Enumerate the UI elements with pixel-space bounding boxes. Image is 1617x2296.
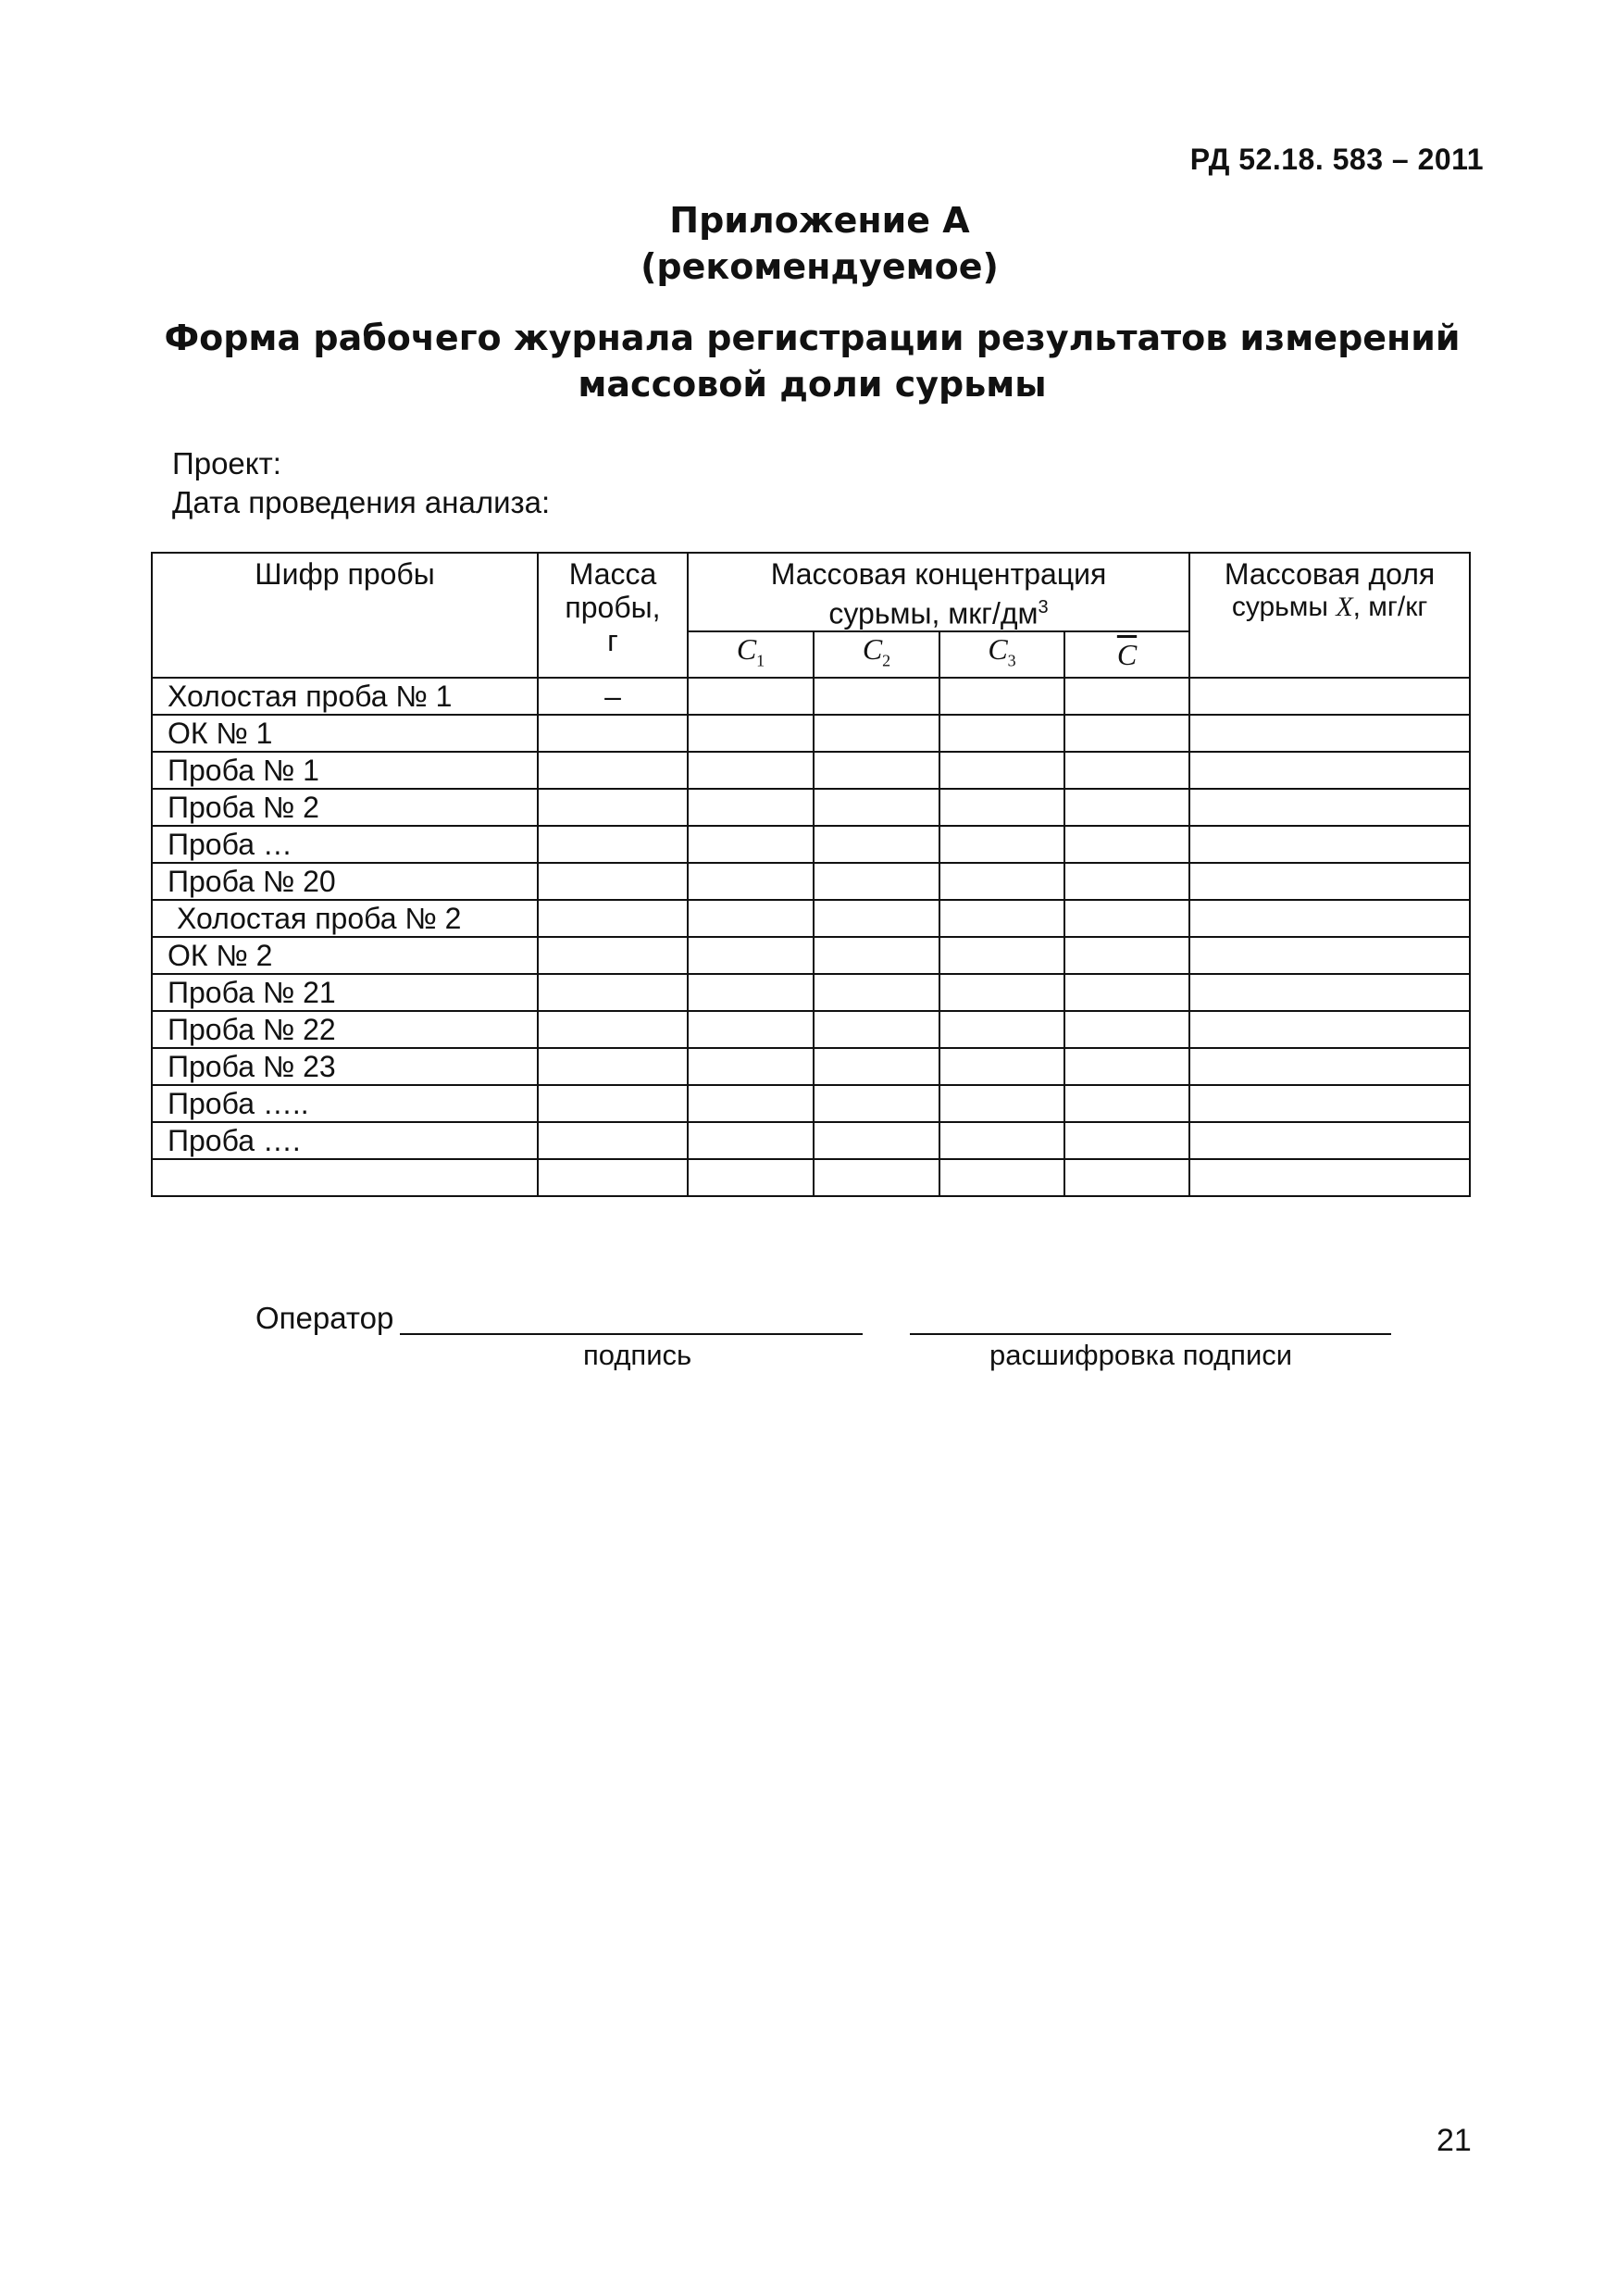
header-mass-concentration bbox=[688, 553, 1189, 631]
c1-symbol: C bbox=[736, 631, 757, 666]
c3-cell bbox=[939, 678, 1064, 715]
form-meta bbox=[172, 444, 550, 522]
header-concentration-unit: сурьмы, мкг/дм bbox=[828, 596, 1039, 630]
page-number: 21 bbox=[1437, 2123, 1472, 2158]
sample-mass-cell bbox=[538, 826, 688, 863]
mass-fraction-cell bbox=[1189, 900, 1470, 937]
c1-cell bbox=[688, 826, 814, 863]
c-mean-cell bbox=[1064, 1085, 1189, 1122]
c-mean-cell bbox=[1064, 752, 1189, 789]
c2-symbol: C bbox=[862, 631, 883, 666]
table-row bbox=[152, 826, 1470, 863]
c3-cell bbox=[939, 863, 1064, 900]
header-fraction-line-1: Массовая доля bbox=[1224, 557, 1436, 591]
sample-mass-cell bbox=[538, 1011, 688, 1048]
c1-cell bbox=[688, 1159, 814, 1196]
header-concentration-unit-power: 3 bbox=[1038, 597, 1049, 618]
c2-cell bbox=[814, 900, 939, 937]
mass-fraction-cell bbox=[1189, 1048, 1470, 1085]
c2-cell bbox=[814, 715, 939, 752]
c-mean-cell bbox=[1064, 1048, 1189, 1085]
header-c3 bbox=[939, 631, 1064, 678]
mass-fraction-cell bbox=[1189, 715, 1470, 752]
c3-cell bbox=[939, 900, 1064, 937]
header-mass-line-1: Масса bbox=[568, 557, 657, 591]
table-row bbox=[152, 789, 1470, 826]
signature-caption: подпись bbox=[583, 1339, 692, 1371]
c3-cell bbox=[939, 1011, 1064, 1048]
sample-mass-cell bbox=[538, 900, 688, 937]
sample-cipher-cell: Проба № 2 bbox=[152, 789, 538, 826]
c1-cell bbox=[688, 1122, 814, 1159]
c3-cell bbox=[939, 715, 1064, 752]
header-fraction-line-2 bbox=[1190, 591, 1469, 624]
c1-cell bbox=[688, 1048, 814, 1085]
table-row bbox=[152, 974, 1470, 1011]
c1-cell bbox=[688, 900, 814, 937]
sample-cipher-cell: Проба № 22 bbox=[152, 1011, 538, 1048]
mass-fraction-cell bbox=[1189, 863, 1470, 900]
c1-cell bbox=[688, 1011, 814, 1048]
sample-mass-cell bbox=[538, 863, 688, 900]
sample-mass-cell bbox=[538, 974, 688, 1011]
c2-cell bbox=[814, 937, 939, 974]
c2-cell bbox=[814, 1011, 939, 1048]
c-mean-cell bbox=[1064, 900, 1189, 937]
c-mean-cell bbox=[1064, 937, 1189, 974]
c3-cell bbox=[939, 826, 1064, 863]
mass-fraction-cell bbox=[1189, 1122, 1470, 1159]
mass-fraction-cell bbox=[1189, 678, 1470, 715]
c1-index: 1 bbox=[756, 651, 765, 670]
c3-symbol: C bbox=[988, 631, 1008, 666]
c3-cell bbox=[939, 974, 1064, 1011]
c1-cell bbox=[688, 937, 814, 974]
table-row bbox=[152, 937, 1470, 974]
c3-cell bbox=[939, 789, 1064, 826]
form-title bbox=[0, 315, 1617, 407]
mass-fraction-cell bbox=[1189, 752, 1470, 789]
sample-mass-cell bbox=[538, 752, 688, 789]
table-row bbox=[152, 1085, 1470, 1122]
analysis-date-label: Дата проведения анализа: bbox=[172, 485, 551, 519]
table-row bbox=[152, 1011, 1470, 1048]
header-c-mean bbox=[1064, 631, 1189, 678]
c2-cell bbox=[814, 789, 939, 826]
sample-mass-cell bbox=[538, 937, 688, 974]
mass-fraction-cell bbox=[1189, 937, 1470, 974]
sample-mass-cell bbox=[538, 1159, 688, 1196]
c1-cell bbox=[688, 863, 814, 900]
header-mass-unit: г bbox=[607, 624, 618, 657]
table-row bbox=[152, 1122, 1470, 1159]
c3-cell bbox=[939, 1085, 1064, 1122]
sample-cipher-cell: Холостая проба № 2 bbox=[152, 900, 538, 937]
table-row bbox=[152, 752, 1470, 789]
header-concentration-line-1: Массовая концентрация bbox=[770, 557, 1107, 591]
sample-cipher-cell bbox=[152, 1159, 538, 1196]
header-sample-mass bbox=[538, 553, 688, 678]
appendix-heading bbox=[0, 197, 1617, 290]
mass-fraction-cell bbox=[1189, 1011, 1470, 1048]
mass-fraction-cell bbox=[1189, 789, 1470, 826]
c2-cell bbox=[814, 752, 939, 789]
c1-cell bbox=[688, 715, 814, 752]
c1-cell bbox=[688, 752, 814, 789]
document-code: РД 52.18. 583 – 2011 bbox=[1189, 143, 1484, 176]
form-title-line-1: Форма рабочего журнала регистрации результатов измерений bbox=[164, 318, 1461, 358]
signature-line bbox=[400, 1333, 863, 1335]
sample-mass-cell bbox=[538, 1048, 688, 1085]
sample-cipher-cell: Проба № 20 bbox=[152, 863, 538, 900]
c2-cell bbox=[814, 1048, 939, 1085]
sample-cipher-cell: Проба № 21 bbox=[152, 974, 538, 1011]
sample-mass-cell: – bbox=[538, 678, 688, 715]
header-sample-cipher: Шифр пробы bbox=[152, 553, 538, 678]
table-row bbox=[152, 1048, 1470, 1085]
journal-body bbox=[152, 678, 1470, 1196]
c2-cell bbox=[814, 1122, 939, 1159]
c2-cell bbox=[814, 974, 939, 1011]
operator-label: Оператор bbox=[255, 1301, 394, 1335]
c3-cell bbox=[939, 937, 1064, 974]
header-c2 bbox=[814, 631, 939, 678]
sample-cipher-cell: ОК № 2 bbox=[152, 937, 538, 974]
table-row bbox=[152, 1159, 1470, 1196]
mass-fraction-cell bbox=[1189, 826, 1470, 863]
c-mean-cell bbox=[1064, 678, 1189, 715]
sample-mass-cell bbox=[538, 1122, 688, 1159]
appendix-subtitle: (рекомендуемое) bbox=[641, 246, 999, 287]
table-row bbox=[152, 863, 1470, 900]
c-mean-cell bbox=[1064, 826, 1189, 863]
table-row bbox=[152, 715, 1470, 752]
c3-cell bbox=[939, 1122, 1064, 1159]
c2-cell bbox=[814, 826, 939, 863]
c2-cell bbox=[814, 1159, 939, 1196]
c-mean-symbol: $\overline{C}$ bbox=[1116, 637, 1138, 671]
c1-cell bbox=[688, 789, 814, 826]
c-mean-cell bbox=[1064, 789, 1189, 826]
fraction-variable-x: X bbox=[1336, 592, 1353, 622]
sample-mass-cell bbox=[538, 1085, 688, 1122]
sample-cipher-cell: Проба ….. bbox=[152, 1085, 538, 1122]
c-mean-cell bbox=[1064, 1011, 1189, 1048]
c-mean-cell bbox=[1064, 1122, 1189, 1159]
header-mass-line-2: пробы, bbox=[565, 591, 661, 624]
c2-index: 2 bbox=[882, 651, 891, 670]
c3-index: 3 bbox=[1007, 651, 1016, 670]
c2-cell bbox=[814, 1085, 939, 1122]
table-row bbox=[152, 678, 1470, 715]
header-c1 bbox=[688, 631, 814, 678]
mass-fraction-cell bbox=[1189, 1159, 1470, 1196]
c-mean-cell bbox=[1064, 1159, 1189, 1196]
c1-cell bbox=[688, 678, 814, 715]
c1-cell bbox=[688, 1085, 814, 1122]
c2-cell bbox=[814, 863, 939, 900]
sample-cipher-cell: Проба … bbox=[152, 826, 538, 863]
header-fraction-unit: , мг/кг bbox=[1352, 592, 1428, 622]
c3-cell bbox=[939, 1159, 1064, 1196]
c-mean-cell bbox=[1064, 863, 1189, 900]
sample-cipher-cell: Холостая проба № 1 bbox=[152, 678, 538, 715]
sample-cipher-cell: ОК № 1 bbox=[152, 715, 538, 752]
signature-decoding-line bbox=[910, 1333, 1391, 1335]
form-title-line-2: массовой доли сурьмы bbox=[578, 364, 1047, 405]
c-mean-cell bbox=[1064, 715, 1189, 752]
sample-mass-cell bbox=[538, 715, 688, 752]
c1-cell bbox=[688, 974, 814, 1011]
results-journal-table bbox=[151, 552, 1471, 1197]
c-mean-cell bbox=[1064, 974, 1189, 1011]
project-label: Проект: bbox=[172, 446, 281, 480]
appendix-title: Приложение А bbox=[669, 200, 970, 241]
signature-decoding-caption: расшифровка подписи bbox=[989, 1339, 1293, 1371]
header-concentration-line-2 bbox=[689, 591, 1188, 630]
header-mass-fraction bbox=[1189, 553, 1470, 678]
sample-mass-cell bbox=[538, 789, 688, 826]
table-row bbox=[152, 900, 1470, 937]
c3-cell bbox=[939, 752, 1064, 789]
c2-cell bbox=[814, 678, 939, 715]
mass-fraction-cell bbox=[1189, 1085, 1470, 1122]
sample-cipher-cell: Проба …. bbox=[152, 1122, 538, 1159]
c3-cell bbox=[939, 1048, 1064, 1085]
sample-cipher-cell: Проба № 1 bbox=[152, 752, 538, 789]
mass-fraction-cell bbox=[1189, 974, 1470, 1011]
header-fraction-text: сурьмы bbox=[1231, 592, 1337, 622]
sample-cipher-cell: Проба № 23 bbox=[152, 1048, 538, 1085]
